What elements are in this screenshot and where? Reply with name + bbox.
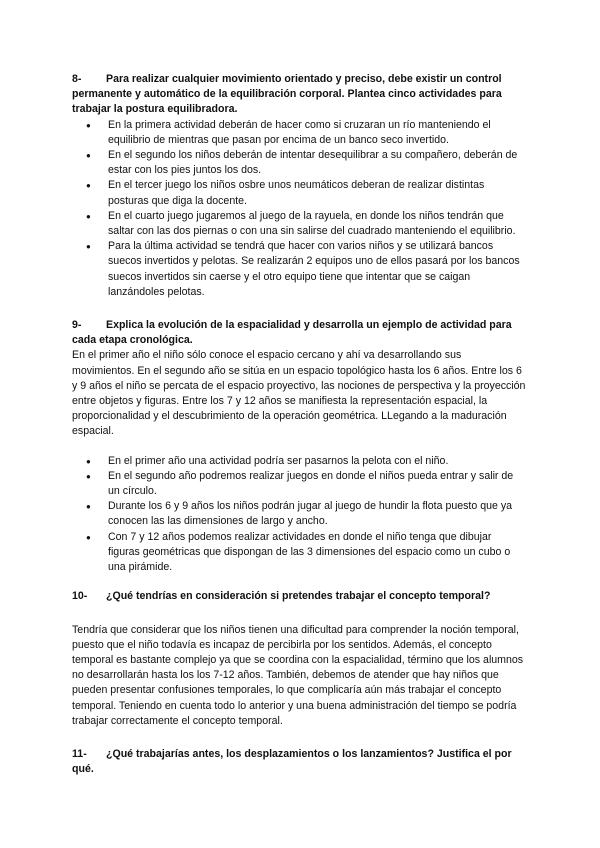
list-item: ● Durante los 6 y 9 años los niños podrán jugar al juego de hundir la flota puesto que ya conocen las las dimensiones de largo y ancho.	[108, 499, 526, 529]
list-item: ● Para la última actividad se tendrá que hacer con varios niños y se utilizará bancos suecos invertidos y pelotas. Se realizarán 2 equipos uno de ellos pasará por los bancos suecos invertidos sin caerse y el otro equipo tiene que intentar que se caigan lanzándoles pelotas.	[108, 239, 526, 300]
question-8-title: Para realizar cualquier movimiento orientado y preciso, debe existir un control permanente y automático de la equilibración corporal. Plantea cinco actividades para trabajar la postura equilibradora.	[72, 73, 502, 116]
question-9-heading	[72, 318, 526, 348]
list-item: ● Con 7 y 12 años podemos realizar actividades en donde el niño tenga que dibujar figuras geométricas que dispongan de las 3 dimensiones del espacio como un cubo o una pirámide.	[108, 530, 526, 576]
question-8-number: 8-	[72, 73, 82, 85]
list-item: ● En el cuarto juego jugaremos al juego de la rayuela, en donde los niños tendrán que saltar con las dos piernas o con una sin salirse del cuadrado manteniendo el equilibrio.	[108, 209, 526, 239]
list-item: ● En el segundo año podremos realizar juegos en donde el niños pueda entrar y salir de un círculo.	[108, 469, 526, 499]
question-9-list	[72, 454, 526, 576]
question-8-heading	[72, 72, 526, 118]
list-item: ● En la primera actividad deberán de hacer como si cruzaran un río manteniendo el equilibrio de mientras que pasan por encima de un banco seco invertido.	[108, 118, 526, 148]
question-11-heading	[72, 747, 526, 777]
question-10-title: ¿Qué tendrías en consideración si pretendes trabajar el concepto temporal?	[106, 590, 491, 603]
list-item: ● En el primer año una actividad podría ser pasarnos la pelota con el niño.	[108, 454, 526, 469]
question-9-number: 9-	[72, 319, 82, 332]
question-10-heading	[72, 589, 526, 604]
question-11-title: ¿Qué trabajarías antes, los desplazamientos o los lanzamientos? Justifica el por qué.	[72, 747, 512, 776]
question-9-title: Explica la evolución de la espacialidad y desarrolla un ejemplo de actividad para cada etapa cronológica.	[72, 319, 512, 347]
list-item: ● En el segundo los niños deberán de intentar desequilibrar a su compañero, deberán de estar con los pies juntos los dos.	[108, 148, 526, 178]
question-11-number: 11-	[72, 747, 87, 760]
question-9-paragraph: En el primer año el niño sólo conoce el espacio cercano y ahí va desarrollando sus movimientos. En el segundo año se sitúa en un espacio topológico hasta los 6 años. Entre los 6 y 9 años el niño se percata de el espacio proyectivo, las nociones de perspectiva y la proyección entre objetos y figuras. Entre los 7 y 12 años se manifiesta la representación espacial, la proporcionalidad y el descubrimiento de la operación geométrica. LLegando a la maduración espacial.	[72, 349, 526, 438]
document-page	[72, 72, 526, 777]
question-10-number: 10-	[72, 590, 88, 603]
list-item: ● En el tercer juego los niños osbre unos neumáticos deberan de realizar distintas posturas que diga la docente.	[108, 178, 526, 208]
question-10-paragraph: Tendría que considerar que los niños tienen una dificultad para comprender la noción temporal, puesto que el niño todavía es incapaz de percibirla por los sentidos. Además, el concepto temporal es bastante complejo ya que se coordina con la espacialidad, término que los alumnos no desarrollarán hasta los los 7-12 años. También, debemos de atender que hay niños que pueden presentar confusiones temporales, lo que complicaría aún más trabajar el concepto temporal. Teniendo en cuenta todo lo anterior y una buena administración del tiempo se podría trabajar correctamente el concepto temporal.	[72, 623, 524, 727]
question-8-list	[72, 118, 526, 300]
